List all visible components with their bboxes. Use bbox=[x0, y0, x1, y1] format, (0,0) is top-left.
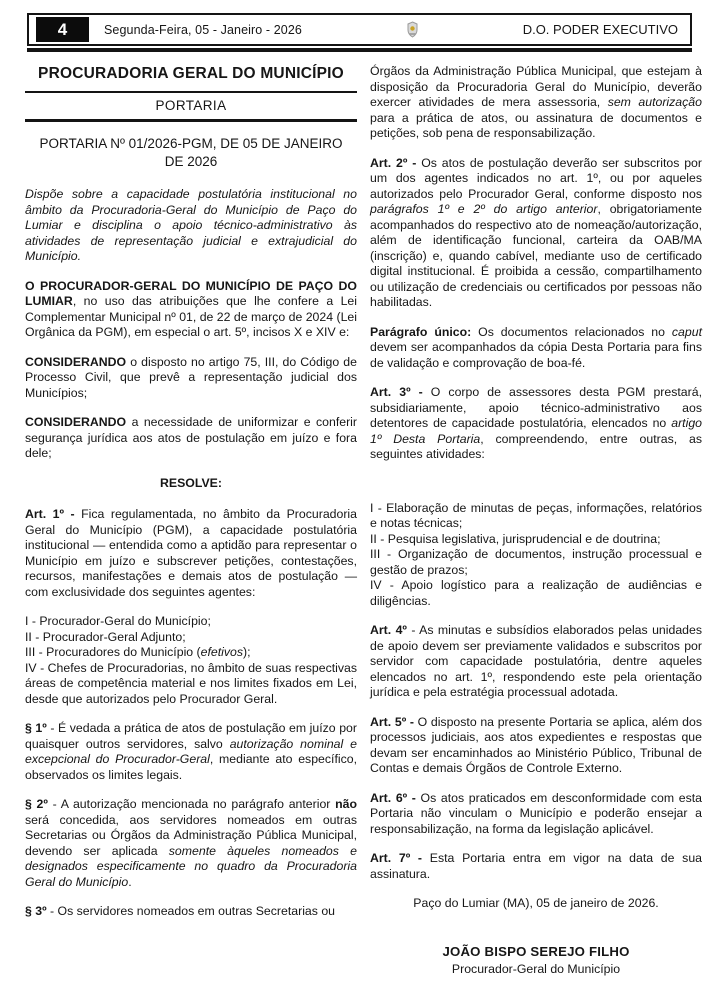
considerando-2: CONSIDERANDO a necessidade de uniformizar e conferir segurança jurídica aos atos de postulação em juízo e fora dele; bbox=[25, 415, 357, 460]
signature-block bbox=[370, 944, 702, 978]
list-item: I - Elaboração de minutas de peças, informações, relatórios e notas técnicas; bbox=[370, 500, 702, 530]
summary-paragraph: Dispõe sobre a capacidade postulatória institucional no âmbito da Procuradoria-Geral do Município de Paço do Lumiar e disciplina o apoio técnico-administrativo às atividades de representação judicial e extrajudicial do Município. bbox=[25, 187, 357, 263]
paragraph-3: § 3º - Os servidores nomeados em outras Secretarias ou bbox=[25, 904, 336, 918]
article-7: Art. 7º - Esta Portaria entra em vigor na data de sua assinatura. bbox=[370, 851, 702, 881]
left-column bbox=[25, 64, 357, 978]
article-2: Art. 2º - Os atos de postulação deverão ser subscritos por um dos agentes indicados no art. 1º, ou por aqueles autorizados pelo Procurador Geral, conforme disposto nos parágrafos 1º e 2º do artigo anterior, obrigatoriamente acompanhados do respectivo ato de nomeação/autorização, além de identificação funcional, carteira da OAB/MA (inscrição) e, quando cabível, mediante uso de certificado digital institucional. É proibida a cessão, compartilhamento ou utilização de credenciais ou certificados por pessoas não habilitadas. bbox=[370, 155, 702, 309]
list-item: III - Organização de documentos, instrução processual e gestão de prazos; bbox=[370, 547, 702, 577]
preamble-paragraph: O PROCURADOR-GERAL DO MUNICÍPIO DE PAÇO DO LUMIAR, no uso das atribuições que lhe confere a Lei Complementar Municipal nº 01, de 22 de março de 2024 (Lei Orgânica da PGM), em especial o art. 5º, incisos X e XIV e: bbox=[25, 278, 357, 339]
municipal-crest-icon bbox=[302, 21, 523, 38]
header-date: Segunda-Feira, 05 - Janeiro - 2026 bbox=[104, 22, 302, 37]
article-4: Art. 4º - As minutas e subsídios elaborados pelas unidades de apoio devem ser previamente validados e subscritos por servidor com capacidade postulatória, dentre aqueles elencados no art. 1º, respondendo este pela orientação jurídica e pela estratégia processual adotada. bbox=[370, 623, 702, 699]
paragraph-1: § 1º - É vedada a prática de atos de postulação em juízo por quaisquer outros servidores, salvo autorização nominal e excepcional do Procurador-Geral, mediante ato específico, observados os limites legais. bbox=[25, 721, 357, 782]
right-column bbox=[370, 64, 702, 978]
agents-list bbox=[25, 614, 357, 707]
article-1: Art. 1º - Fica regulamentada, no âmbito da Procuradoria Geral do Município (PGM), a capacidade postulatória institucional — entendida como a aptidão para representar o Município em juízo e subscrever petições, contestações, recursos, manifestações e demais atos de postulação — com exclusividade dos seguintes agentes: bbox=[25, 507, 357, 599]
article-3: Art. 3º - O corpo de assessores desta PGM prestará, subsidiariamente, apoio técnico-administrativo aos detentores de capacidade postulatória, elencados no artigo 1º Desta Portaria, compreendendo, entre outras, as seguintes atividades: bbox=[370, 385, 702, 461]
continuation-paragraph: Órgãos da Administração Pública Municipal, que estejam à disposição da Procuradoria Geral do Município, deverão exercer atividades de mera assessoria, sem autorização para a prática de atos, ou assinatura de documentos e petições, sob pena de responsabilização. bbox=[370, 64, 702, 140]
article-6: Art. 6º - Os atos praticados em desconformidade com esta Portaria não vinculam o Município e poderão ensejar a responsabilização, na forma da legislação aplicável. bbox=[370, 790, 702, 836]
document-body bbox=[0, 52, 719, 978]
category-header bbox=[25, 91, 357, 123]
paragraph-2: § 2º - A autorização mencionada no parágrafo anterior não será concedida, aos servidores nomeados em outras Secretarias ou Órgãos da Administração Pública Municipal, devendo ser aplicada somente àqueles nomeados e designados especificamente no quadro da Procuradoria Geral do Município. bbox=[25, 797, 357, 889]
signature-role: Procurador-Geral do Município bbox=[451, 962, 621, 976]
header-frame bbox=[27, 13, 692, 46]
list-item: III - Procuradores do Município (efetivos); bbox=[25, 645, 251, 659]
dateline: Paço do Lumiar (MA), 05 de janeiro de 2026. bbox=[413, 896, 659, 910]
considerando-1: CONSIDERANDO o disposto no artigo 75, III, do Código de Processo Civil, que prevê a representação judicial dos Municípios; bbox=[25, 354, 357, 400]
document-title: PORTARIA Nº 01/2026-PGM, DE 05 DE JANEIRO DE 2026 bbox=[39, 136, 343, 169]
article-5: Art. 5º - O disposto na presente Portaria se aplica, além dos processos judiciais, aos atos expedientes e respostas que devam ser encaminhados ao Ministério Público, Tribunal de Contas e demais Órgãos de Controle Externo. bbox=[370, 714, 702, 775]
resolve-heading: RESOLVE: bbox=[160, 475, 222, 490]
category-title: PORTARIA bbox=[155, 97, 227, 113]
list-item: IV - Apoio logístico para a realização de audiências e diligências. bbox=[370, 578, 702, 608]
list-item: II - Procurador-Geral Adjunto; bbox=[25, 629, 186, 644]
page-number-badge: 4 bbox=[36, 17, 89, 42]
list-item: I - Procurador-Geral do Município; bbox=[25, 614, 211, 628]
paragrafo-unico: Parágrafo único: Os documentos relacionados no caput devem ser acompanhados da cópia Desta Portaria para fins de validação e comprovação de boa-fé. bbox=[370, 324, 702, 370]
list-item: II - Pesquisa legislativa, jurisprudencial e de doutrina; bbox=[370, 531, 661, 546]
signature-name: JOÃO BISPO SEREJO FILHO bbox=[442, 943, 630, 959]
section-title: PROCURADORIA GERAL DO MUNICÍPIO bbox=[38, 65, 344, 82]
list-item: IV - Chefes de Procuradorias, no âmbito de suas respectivas áreas de competência material e nos limites fixados em Lei, desde que autorizados pelo Procurador Geral. bbox=[25, 660, 357, 706]
header-edition: D.O. PODER EXECUTIVO bbox=[522, 22, 678, 37]
activities-list bbox=[370, 501, 702, 610]
gazette-header bbox=[0, 0, 719, 52]
